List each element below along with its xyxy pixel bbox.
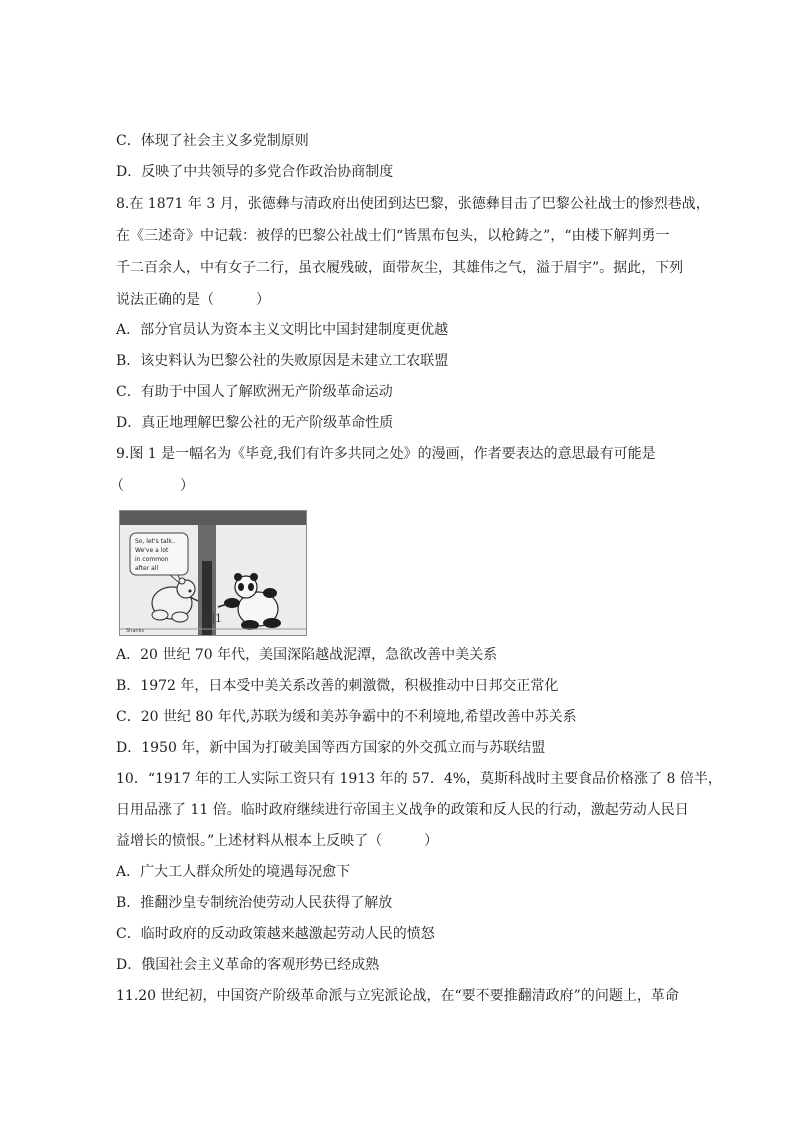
q9-stem-line-2: （ ）: [110, 478, 194, 494]
q8-stem-line-4: 说法正确的是（ ）: [116, 292, 270, 308]
q10-stem-line-1: 10．“1917 年的工人实际工资只有 1913 年的 57．4%，莫斯科战时主要食品价格涨了 8 倍半，: [116, 771, 722, 787]
q9-option-c: C．20 世纪 80 年代,苏联为缓和美苏争霸中的不利境地,希望改善中苏关系: [116, 709, 577, 725]
q9-option-b: B．1972 年，日本受中美关系改善的刺激微，积极推动中日邦交正常化: [116, 678, 559, 694]
q10-option-d: D．俄国社会主义革命的客观形势已经成熟: [116, 957, 380, 973]
q7-option-c: C．体现了社会主义多党制原则: [116, 133, 309, 149]
q8-option-b: B．该史料认为巴黎公社的失败原因是未建立工农联盟: [116, 353, 449, 369]
q8-option-a: A．部分官员认为资本主义文明比中国封建制度更优越: [116, 322, 449, 338]
q10-stem-line-3: 益增长的愤恨。”上述材料从根本上反映了（ ）: [116, 833, 439, 849]
q9-option-a: A．20 世纪 70 年代，美国深陷越战泥潭，急欲改善中美关系: [116, 647, 498, 663]
q8-stem-line-1: 8.在 1871 年 3 月，张德彝与清政府出使团到达巴黎，张德彝目击了巴黎公社战士的惨烈巷战，: [116, 196, 710, 212]
q8-stem-line-2: 在《三述奇》中记载：被俘的巴黎公社战士们“皆黑布包头，以枪鋳之”，“由楼下解判勇一: [116, 228, 670, 244]
speech-line-4: after all: [135, 565, 159, 572]
q8-stem-line-3: 千二百余人，中有女子二行，虽衣履残破，面带灰尘，其雄伟之气，溢于眉宇”。据此，下列: [116, 260, 684, 276]
q8-option-c: C．有助于中国人了解欧洲无产阶级革命运动: [116, 384, 393, 400]
q10-stem-line-2: 日用品涨了 11 倍。临时政府继续进行帝国主义战争的政策和反人民的行动，激起劳动人民日: [116, 802, 689, 818]
q8-option-d: D．真正地理解巴黎公社的无产阶级革命性质: [116, 415, 394, 431]
q10-option-b: B．推翻沙皇专制统治使劳动人民获得了解放: [116, 895, 393, 911]
q9-option-d: D．1950 年，新中国为打破美国等西方国家的外交孤立而与苏联结盟: [116, 740, 546, 756]
q10-option-c: C．临时政府的反动政策越来越激起劳动人民的愤怒: [116, 926, 435, 942]
figure-caption: 图1: [204, 612, 222, 625]
cartoon-signature: Shanks: [126, 628, 145, 634]
speech-line-2: We've a lot: [135, 547, 169, 554]
q10-option-a: A．广大工人群众所处的境遇每况愈下: [116, 864, 351, 880]
q11-stem-line-1: 11.20 世纪初，中国资产阶级革命派与立宪派论战，在“要不要推翻清政府”的问题上，革命: [116, 988, 679, 1004]
q7-option-d: D．反映了中共领导的多党合作政治协商制度: [116, 164, 394, 180]
q9-stem-line-1: 9.图 1 是一幅名为《毕竟,我们有许多共同之处》的漫画，作者要表达的意思最有可能是: [116, 446, 656, 462]
speech-line-1: So, let's talk..: [135, 538, 176, 545]
speech-line-3: in common: [135, 556, 169, 563]
